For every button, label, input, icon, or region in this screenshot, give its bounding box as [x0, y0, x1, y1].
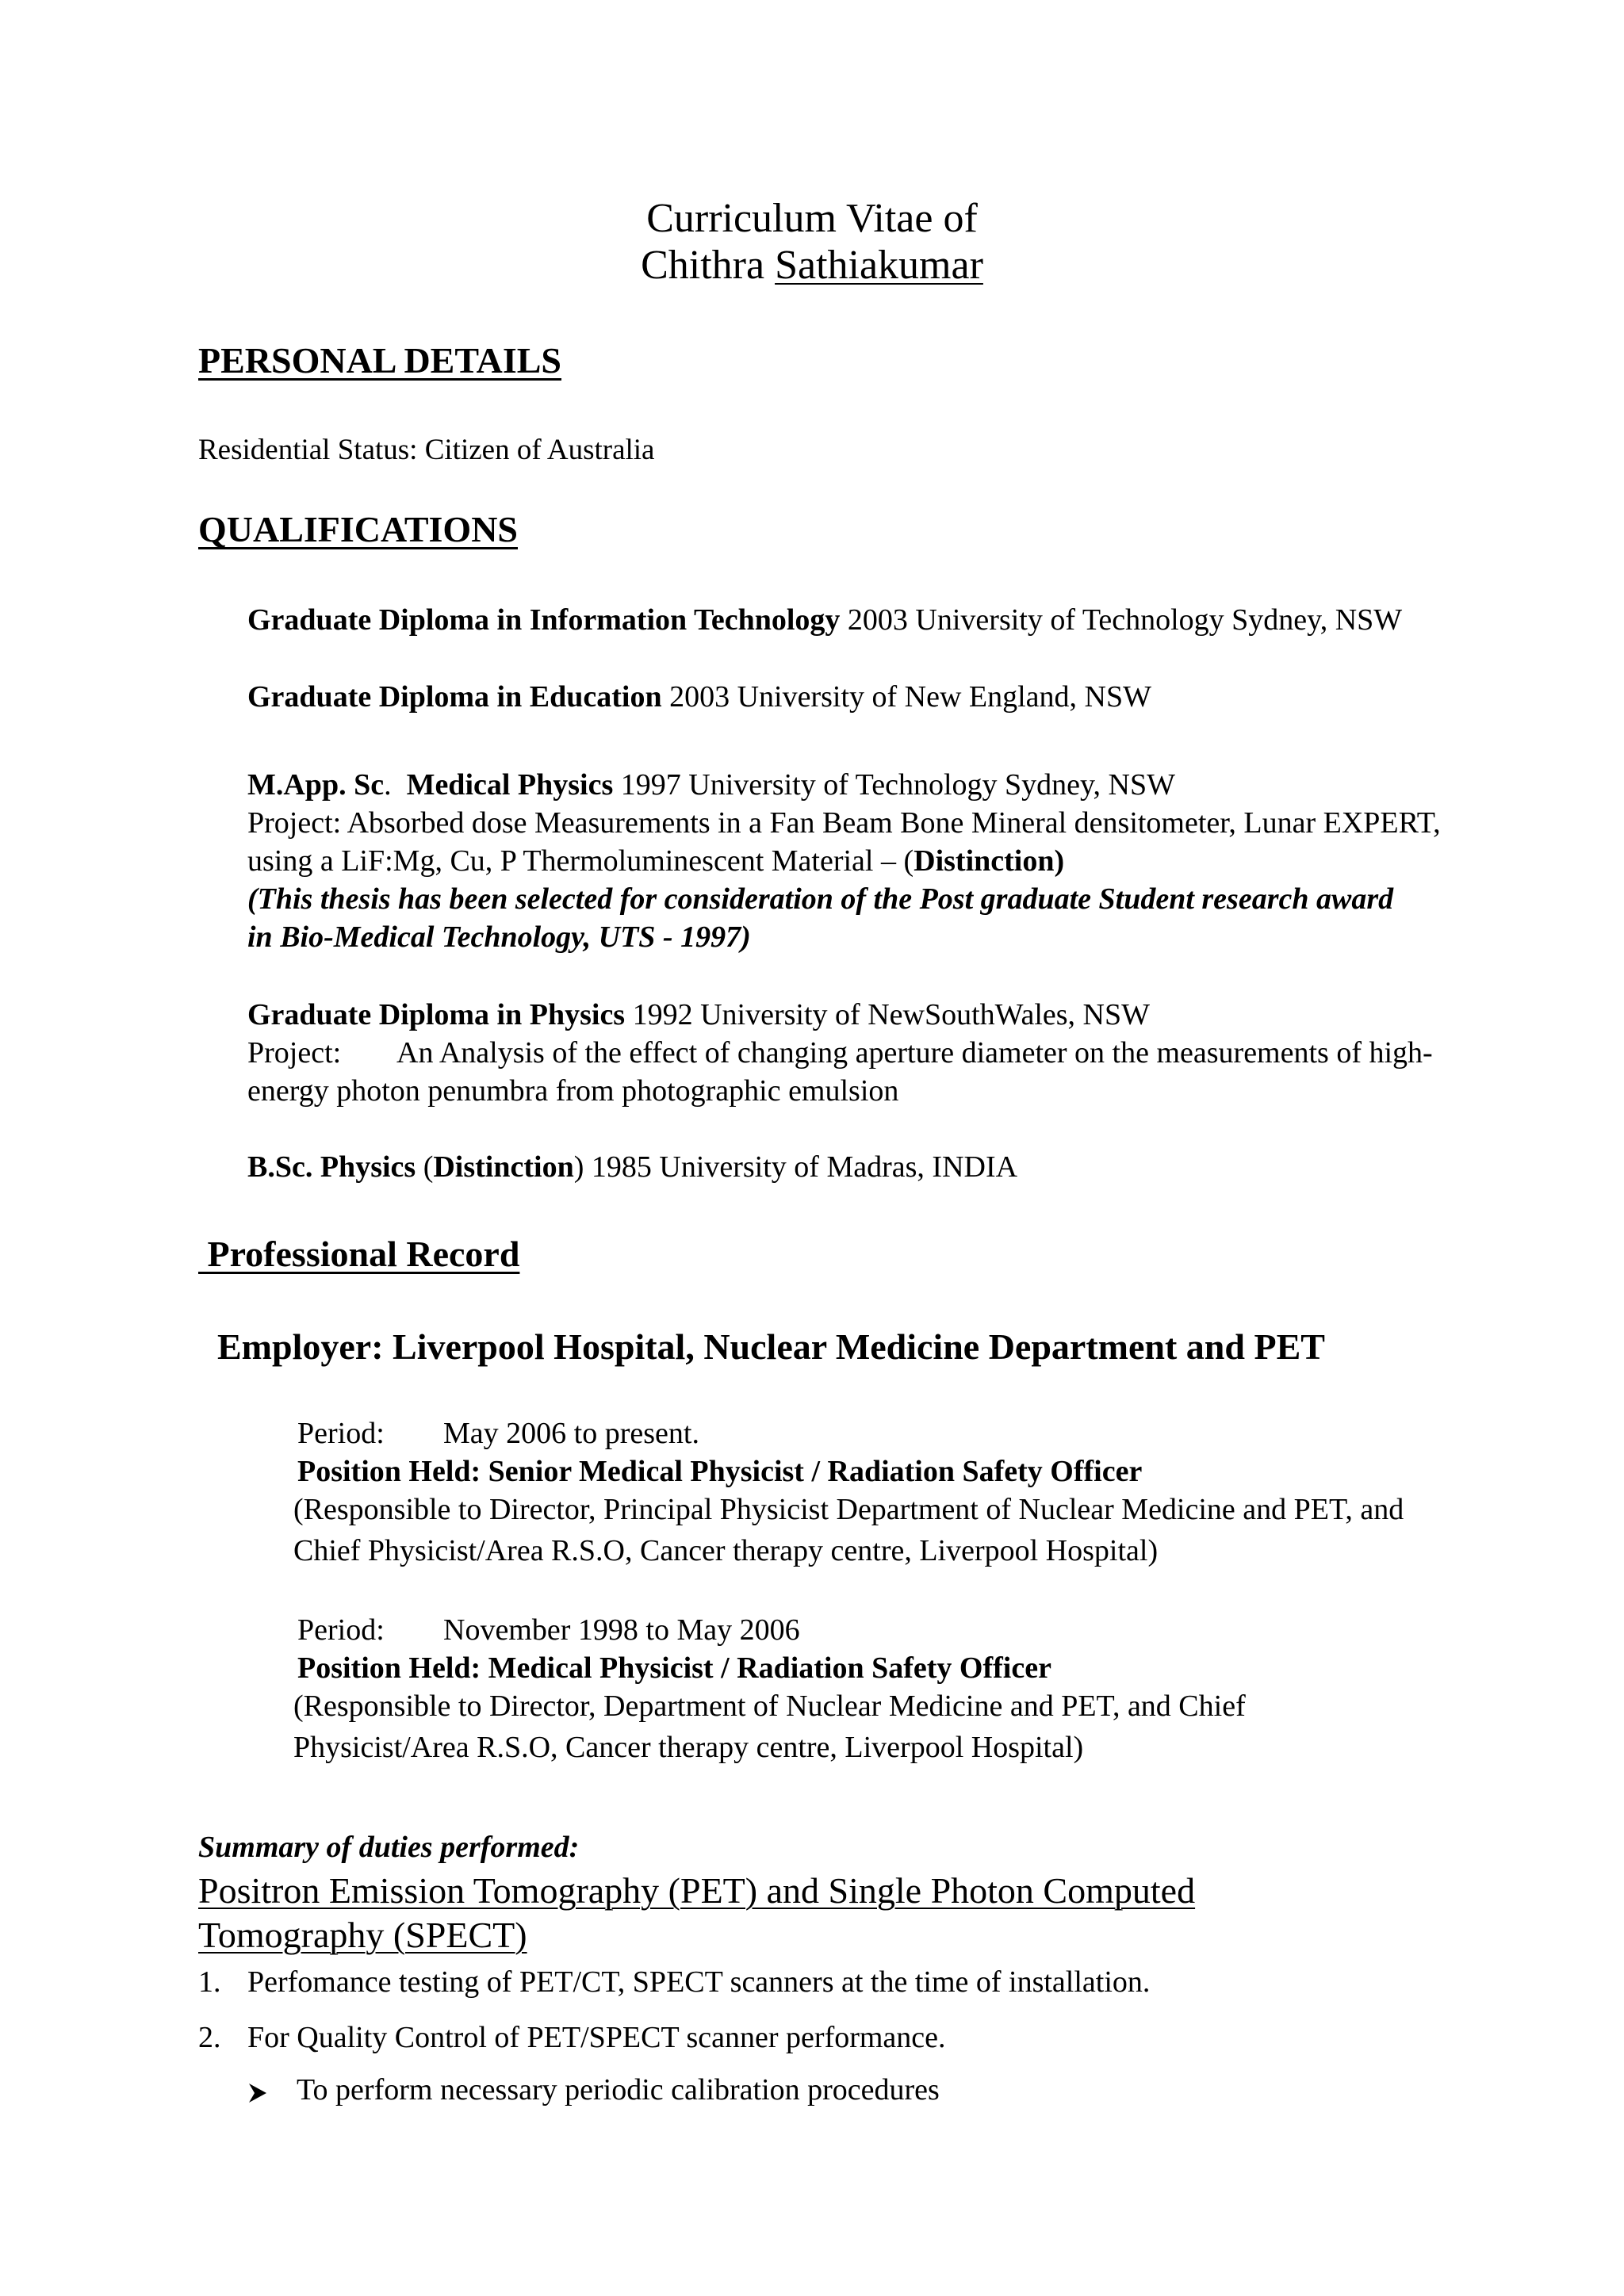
duty-item-number: 2.: [198, 2021, 221, 2054]
position-desc-line2: Chief Physicist/Area R.S.O, Cancer therapy centre, Liverpool Hospital): [293, 1534, 1159, 1567]
qualification-detail: 2003 University of New England, NSW: [661, 680, 1151, 714]
qualification-gded: [247, 679, 1151, 714]
qualification-title: B.Sc. Physics: [247, 1150, 416, 1184]
qualification-gdit: [247, 603, 1402, 637]
period-label: Period:: [297, 1613, 385, 1647]
position-period: [297, 1613, 800, 1647]
arrow-bullet-icon: [247, 2075, 297, 2110]
gdphys-project-line1: [247, 1035, 1433, 1070]
mapp-project-line1: Project: Absorbed dose Measurements in a Fan Beam Bone Mineral densitometer, Lunar EXPERT,: [247, 806, 1441, 840]
qualification-detail: 2003 University of Technology Sydney, NSW: [840, 603, 1403, 637]
cv-first-name: Chithra: [641, 243, 765, 288]
period-label: Period:: [297, 1417, 385, 1450]
mapp-project-text: using a LiF:Mg, Cu, P Thermoluminescent Material – (: [247, 844, 914, 878]
qualification-bsc: [247, 1150, 1017, 1184]
qualification-detail: 1992 University of NewSouthWales, NSW: [625, 998, 1150, 1031]
gdphys-project-text: An Analysis of the effect of changing aperture diameter on the measurements of high-: [396, 1036, 1433, 1070]
position-desc-line2: Physicist/Area R.S.O, Cancer therapy centre, Liverpool Hospital): [293, 1731, 1084, 1764]
duty-bullet: [247, 2072, 940, 2110]
mapp-award-line1: (This thesis has been selected for consideration of the Post graduate Student research award: [247, 882, 1394, 916]
employer-heading: Employer: Liverpool Hospital, Nuclear Medicine Department and PET: [217, 1326, 1325, 1367]
qualification-title: M.App. Sc: [247, 768, 385, 802]
duty-item-text: Perfomance testing of PET/CT, SPECT scanners at the time of installation.: [247, 1965, 1151, 1999]
qualification-title: Graduate Diploma in Physics: [247, 998, 626, 1031]
professional-record-heading: [198, 1233, 519, 1275]
position-period: [297, 1416, 699, 1451]
residential-status: Residential Status: Citizen of Australia: [198, 434, 655, 466]
duty-item-text: For Quality Control of PET/SPECT scanner performance.: [247, 2021, 946, 2054]
position-desc-line1: (Responsible to Director, Department of Nuclear Medicine and PET, and Chief: [293, 1689, 1246, 1723]
position-held: Position Held: Medical Physicist / Radiation Safety Officer: [297, 1651, 1051, 1685]
position-held: Position Held: Senior Medical Physicist / Radiation Safety Officer: [297, 1455, 1143, 1488]
duty-bullet-text: To perform necessary periodic calibration procedures: [297, 2073, 940, 2107]
period-value: May 2006 to present.: [443, 1417, 699, 1450]
period-value: November 1998 to May 2006: [443, 1613, 800, 1647]
position-desc-line1: (Responsible to Director, Principal Physicist Department of Nuclear Medicine and PET, and: [293, 1493, 1404, 1526]
qualification-title: Graduate Diploma in Education: [247, 680, 662, 714]
bsc-distinction: Distinction: [433, 1150, 574, 1184]
mapp-project-line2: [247, 844, 1064, 878]
gdphys-project-label: Project:: [247, 1036, 342, 1070]
pet-spect-heading-line1: Positron Emission Tomography (PET) and Single Photon Computed: [198, 1870, 1196, 1911]
cv-title-text: Curriculum Vitae of: [646, 196, 978, 241]
cv-title-line2: [0, 242, 1624, 289]
duty-item-number: 1.: [198, 1965, 221, 1999]
mapp-award-line2: in Bio-Medical Technology, UTS - 1997): [247, 920, 751, 954]
personal-details-heading: PERSONAL DETAILS: [198, 340, 562, 381]
gdphys-project-line2: energy photon penumbra from photographic emulsion: [247, 1074, 899, 1108]
qualification-subject: Medical Physics: [406, 768, 614, 802]
qualification-gdphys: [247, 997, 1150, 1032]
qualification-detail: ) 1985 University of Madras, INDIA: [573, 1150, 1018, 1184]
cv-title-line1: [0, 195, 1624, 242]
cv-last-name: Sathiakumar: [775, 243, 983, 288]
qualifications-heading: QUALIFICATIONS: [198, 509, 518, 549]
professional-record-text: Professional Record: [207, 1234, 520, 1274]
duty-item: [198, 1965, 1150, 1999]
pet-spect-heading-line2: Tomography (SPECT): [198, 1915, 527, 1955]
duties-summary-label: Summary of duties performed:: [198, 1831, 580, 1864]
qualification-open: (: [416, 1150, 434, 1184]
duty-item: [198, 2020, 946, 2055]
qualification-detail: 1997 University of Technology Sydney, NSW: [613, 768, 1175, 802]
qualification-mapp: [247, 767, 1175, 802]
qualification-title: Graduate Diploma in Information Technology: [247, 603, 841, 637]
qualification-dot: .: [384, 768, 392, 802]
mapp-distinction: Distinction): [914, 844, 1065, 878]
